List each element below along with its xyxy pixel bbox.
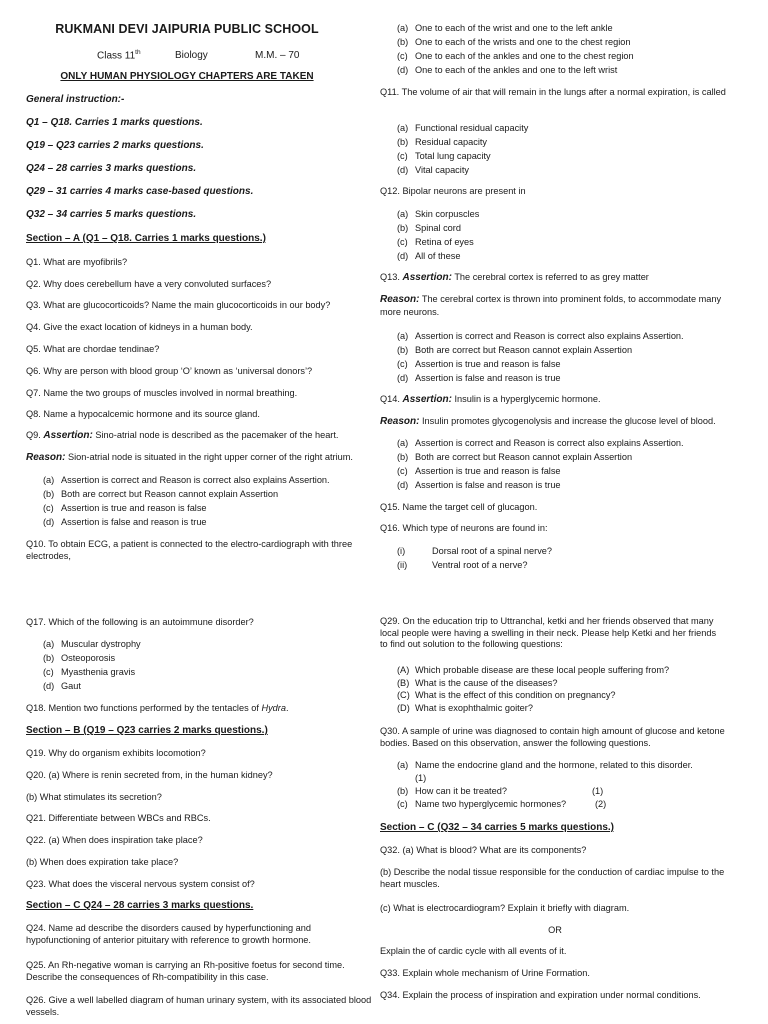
question-q32c: (c) What is electrocardiogram? Explain it briefly with diagram. [380, 903, 630, 913]
option-marker: (a) [397, 209, 409, 219]
option-text: Name the endocrine gland and the hormone, related to this disorder. [415, 760, 693, 770]
option-marker: (b) [397, 137, 409, 147]
option-text: Which probable disease are these local people suffering from? [415, 665, 670, 675]
q18-text: Q18. Mention two functions performed by the tentacles of [26, 703, 262, 713]
option-marker: (a) [397, 760, 409, 770]
option-text: Assertion is true and reason is false [415, 466, 561, 476]
option-marker: (D) [397, 703, 410, 713]
option-marker: (a) [43, 639, 55, 649]
question-q34: Q34. Explain the process of inspiration and expiration under normal conditions. [380, 990, 701, 1000]
reason-label: Reason: [26, 452, 66, 463]
option-marker: (d) [397, 165, 409, 175]
question-q32a: Q32. (a) What is blood? What are its components? [380, 845, 587, 855]
question-q17: Q17. Which of the following is an autoimmune disorder? [26, 617, 254, 627]
question-q14-assertion [380, 394, 601, 407]
option [397, 23, 613, 35]
question-q32b: (b) Describe the nodal tissue responsible for the conduction of cardiac impulse to the heart muscles. [380, 867, 725, 889]
option [397, 678, 558, 690]
option [43, 653, 115, 665]
option-text: How can it be treated? [415, 786, 507, 796]
reason-label: Reason: [380, 416, 420, 427]
class-label [97, 49, 141, 63]
question-q10: Q10. To obtain ECG, a patient is connected to the electro-cardiograph with three electrodes, [26, 539, 353, 561]
option-text: Assertion is false and reason is true [415, 480, 561, 490]
option-text: Assertion is correct and Reason is correct also explains Assertion. [415, 438, 684, 448]
option-text: What is the cause of the diseases? [415, 678, 558, 688]
option [397, 137, 487, 149]
question-q3: Q3. What are glucocorticoids? Name the main glucocorticoids in our body? [26, 300, 331, 310]
option-text: Assertion is true and reason is false [61, 503, 207, 513]
option [397, 123, 528, 135]
option-text: Assertion is true and reason is false [415, 359, 561, 369]
max-marks: M.M. – 70 [255, 50, 300, 61]
option-marker: (a) [397, 123, 409, 133]
option-marker: (a) [397, 23, 409, 33]
option-marker: (b) [397, 786, 409, 796]
question-q11: Q11. The volume of air that will remain in the lungs after a normal expiration, is called [380, 87, 726, 97]
instruction-line: Q24 – 28 carries 3 marks questions. [26, 163, 197, 174]
question-q9-reason [26, 452, 353, 465]
q30-part-b [397, 786, 507, 798]
option [397, 65, 617, 77]
option-text: One to each of the wrists and one to the chest region [415, 37, 631, 47]
option-text: Name two hyperglycemic hormones? [415, 799, 567, 809]
option-text: Retina of eyes [415, 237, 474, 247]
question-q4: Q4. Give the exact location of kidneys in a human body. [26, 322, 253, 332]
question-q9-assertion [26, 430, 338, 443]
option [43, 681, 81, 693]
option [397, 560, 528, 572]
option-marker: (a) [43, 475, 55, 485]
option-text: Both are correct but Reason cannot explain Assertion [61, 489, 279, 499]
reason-text: The cerebral cortex is thrown into prominent folds, to accommodate many more neurons. [380, 294, 722, 317]
option [397, 703, 533, 715]
option-text: Functional residual capacity [415, 123, 529, 133]
option-text: Vital capacity [415, 165, 469, 175]
question-q5: Q5. What are chordae tendinae? [26, 344, 160, 354]
option [43, 517, 207, 529]
question-q2: Q2. Why does cerebellum have a very convoluted surfaces? [26, 279, 272, 289]
question-q20a: Q20. (a) Where is renin secreted from, in the human kidney? [26, 770, 273, 780]
q14-prefix: Q14. [380, 394, 403, 404]
subject-label: Biology [175, 50, 208, 61]
option-text: All of these [415, 251, 461, 261]
instruction-line: Q29 – 31 carries 4 marks case-based questions. [26, 186, 254, 197]
question-q29: Q29. On the education trip to Uttranchal, ketki and her friends observed that many local people were having a swelling in their neck. Please help Ketki and her friends to find out solution to the following questions: [380, 616, 717, 649]
option-marker: (b) [397, 223, 409, 233]
instructions-title: General instruction:- [26, 94, 125, 105]
question-q25: Q25. An Rh-negative woman is carrying an Rh-positive foetus for second time. Describe the consequences of Rh-compatibility in this case. [26, 960, 345, 982]
q30-part-c [397, 799, 566, 811]
option [397, 251, 460, 263]
option-marker: (c) [397, 51, 408, 61]
assertion-label: Assertion: [402, 394, 452, 405]
question-q24: Q24. Name ad describe the disorders caused by hyperfunctioning and hypofunctioning of anterior pituitary with reference to growth hormone. [26, 923, 311, 945]
option-marker: (b) [43, 489, 55, 499]
question-q13-reason [380, 294, 725, 318]
option-marker: (d) [397, 480, 409, 490]
assertion-text: The cerebral cortex is referred to as grey matter [451, 272, 649, 282]
question-q32-alt: Explain the of cardic cycle with all events of it. [380, 946, 567, 956]
option [397, 37, 631, 49]
option-marker: (c) [397, 466, 408, 476]
question-q1: Q1. What are myofibrils? [26, 257, 128, 267]
option-marker: (C) [397, 690, 410, 700]
option-text: Muscular dystrophy [61, 639, 141, 649]
option-marker: (c) [43, 503, 54, 513]
option-text: Myasthenia gravis [61, 667, 136, 677]
option-text: Assertion is false and reason is true [61, 517, 207, 527]
question-q12: Q12. Bipolar neurons are present in [380, 186, 526, 196]
option [43, 475, 330, 487]
question-q22a: Q22. (a) When does inspiration take place? [26, 835, 203, 845]
assertion-text: Insulin is a hyperglycemic hormone. [451, 394, 601, 404]
option-text: Osteoporosis [61, 653, 116, 663]
option-text: What is exophthalmic goiter? [415, 703, 533, 713]
option [43, 489, 278, 501]
option-text: Spinal cord [415, 223, 461, 233]
option-text: What is the effect of this condition on pregnancy? [415, 690, 616, 700]
option-marker: (d) [43, 517, 55, 527]
option-text: Skin corpuscles [415, 209, 480, 219]
option [397, 345, 632, 357]
option-text: One to each of the ankles and one to the left wrist [415, 65, 618, 75]
only-note: ONLY HUMAN PHYSIOLOGY CHAPTERS ARE TAKEN [60, 71, 314, 82]
option-marker: (b) [43, 653, 55, 663]
q13-prefix: Q13. [380, 272, 403, 282]
option-marker: (c) [397, 151, 408, 161]
question-q20b: (b) What stimulates its secretion? [26, 792, 162, 802]
option-marker: (c) [397, 359, 408, 369]
question-q16: Q16. Which type of neurons are found in: [380, 523, 548, 533]
option-marker: (b) [397, 37, 409, 47]
q30-part-b-mark: (1) [592, 786, 604, 796]
assertion-text: Sino-atrial node is described as the pacemaker of the heart. [92, 430, 339, 440]
option-marker: (ii) [397, 560, 408, 570]
option [397, 480, 561, 492]
option [43, 503, 207, 515]
option-marker: (B) [397, 678, 410, 688]
assertion-label: Assertion: [402, 272, 452, 283]
option-marker: (c) [397, 237, 408, 247]
question-q6: Q6. Why are person with blood group ‘O’ known as ‘universal donors’? [26, 366, 313, 376]
option-marker: (A) [397, 665, 410, 675]
option-text: One to each of the ankles and one to the chest region [415, 51, 634, 61]
question-q19: Q19. Why do organism exhibits locomotion? [26, 748, 206, 758]
option-text: One to each of the wrist and one to the left ankle [415, 23, 613, 33]
question-q33: Q33. Explain whole mechanism of Urine Formation. [380, 968, 590, 978]
question-q8: Q8. Name a hypocalcemic hormone and its source gland. [26, 409, 260, 419]
question-q26: Q26. Give a well labelled diagram of human urinary system, with its associated blood vessels. [26, 995, 372, 1017]
option [397, 690, 616, 702]
option [397, 546, 552, 558]
question-q15: Q15. Name the target cell of glucagon. [380, 502, 538, 512]
option [397, 151, 491, 163]
option [397, 51, 634, 63]
option-marker: (a) [397, 438, 409, 448]
option-text: Ventral root of a nerve? [432, 560, 528, 570]
option-marker: (d) [43, 681, 55, 691]
question-q13-assertion [380, 272, 649, 285]
question-q21: Q21. Differentiate between WBCs and RBCs. [26, 813, 211, 823]
school-name: RUKMANI DEVI JAIPURIA PUBLIC SCHOOL [55, 22, 319, 36]
option [43, 667, 135, 679]
option [397, 331, 684, 343]
option [43, 639, 141, 651]
section-c-5marks-heading: Section – C (Q32 – 34 carries 5 marks questions.) [380, 822, 614, 833]
section-a-heading: Section – A (Q1 – Q18. Carries 1 marks questions.) [26, 233, 266, 244]
or-separator: OR [548, 925, 562, 935]
question-q30: Q30. A sample of urine was diagnosed to contain high amount of glucose and ketone bodies. Based on this observation, answer the following questions. [380, 726, 725, 748]
option [397, 237, 474, 249]
q30-part-c-mark: (2) [595, 799, 607, 809]
option-marker: (i) [397, 546, 406, 556]
question-q7: Q7. Name the two groups of muscles involved in normal breathing. [26, 388, 298, 398]
option-text: Both are correct but Reason cannot explain Assertion [415, 452, 633, 462]
instruction-line: Q1 – Q18. Carries 1 marks questions. [26, 117, 203, 128]
option-marker: (c) [43, 667, 54, 677]
option [397, 209, 479, 221]
section-c-heading: Section – C Q24 – 28 carries 3 marks questions. [26, 900, 254, 911]
section-b-heading: Section – B (Q19 – Q23 carries 2 marks questions.) [26, 725, 268, 736]
class-sup: th [135, 49, 141, 56]
option-marker: (d) [397, 65, 409, 75]
assertion-label: Assertion: [43, 430, 93, 441]
option [397, 665, 669, 677]
option-text: Gaut [61, 681, 81, 691]
option-text: Residual capacity [415, 137, 488, 147]
question-q14-reason [380, 416, 716, 429]
option-marker: (c) [397, 799, 408, 809]
option-marker: (b) [397, 452, 409, 462]
q18-end: . [285, 703, 289, 713]
option [397, 359, 561, 371]
question-q23: Q23. What does the visceral nervous system consist of? [26, 879, 255, 889]
instruction-line: Q32 – 34 carries 5 marks questions. [26, 209, 197, 220]
option-marker: (d) [397, 373, 409, 383]
q9-prefix: Q9. [26, 430, 44, 440]
option-text: Dorsal root of a spinal nerve? [432, 546, 553, 556]
option-text: Assertion is false and reason is true [415, 373, 561, 383]
q30-part-a [397, 760, 693, 772]
q18-hydra: Hydra [261, 703, 286, 713]
instruction-line: Q19 – Q23 carries 2 marks questions. [26, 140, 204, 151]
option-marker: (d) [397, 251, 409, 261]
class-text: Class 11 [97, 50, 136, 62]
reason-text: Insulin promotes glycogenolysis and increase the glucose level of blood. [419, 416, 716, 426]
question-q18 [26, 703, 289, 715]
option [397, 165, 469, 177]
option-marker: (b) [397, 345, 409, 355]
option [397, 452, 632, 464]
option [397, 466, 561, 478]
option-text: Assertion is correct and Reason is correct also explains Assertion. [61, 475, 330, 485]
option-text: Total lung capacity [415, 151, 491, 161]
q30-part-a-mark: (1) [415, 773, 427, 783]
reason-text: Sion-atrial node is situated in the right upper corner of the right atrium. [65, 452, 353, 462]
option [397, 223, 461, 235]
option [397, 373, 561, 385]
option [397, 438, 684, 450]
reason-label: Reason: [380, 294, 420, 305]
question-q22b: (b) When does expiration take place? [26, 857, 179, 867]
option-marker: (a) [397, 331, 409, 341]
option-text: Assertion is correct and Reason is correct also explains Assertion. [415, 331, 684, 341]
option-text: Both are correct but Reason cannot explain Assertion [415, 345, 633, 355]
